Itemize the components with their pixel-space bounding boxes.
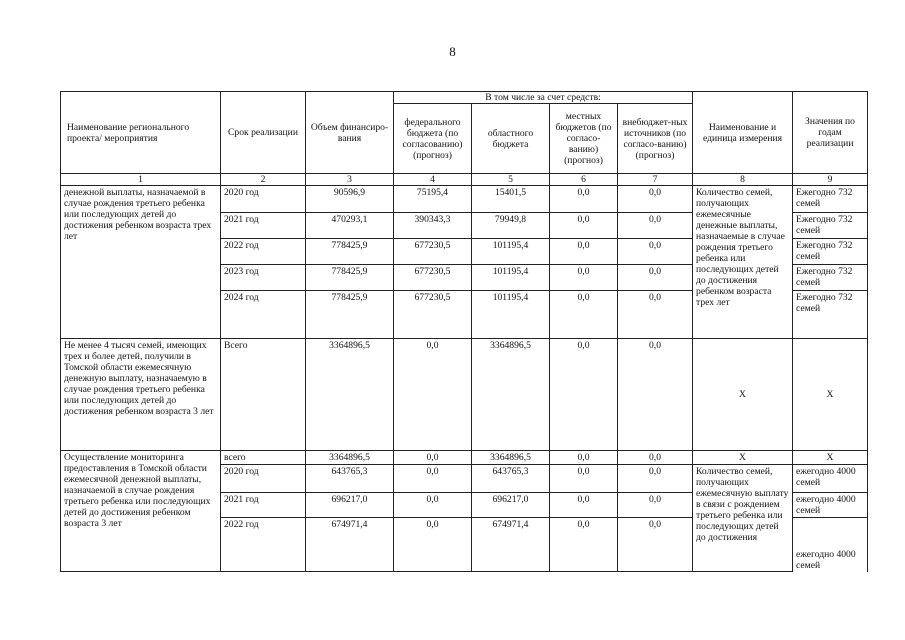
header-regional: областного бюджета — [472, 104, 550, 174]
year-cell: всего — [221, 451, 306, 465]
regional-cell: 3364896,5 — [472, 339, 550, 451]
value-cell: ежегодно 4000 семей — [793, 518, 868, 572]
year-cell: 2022 год — [221, 239, 306, 265]
total-cell: 90596,9 — [306, 186, 394, 213]
extra-cell: 0,0 — [618, 493, 693, 518]
local-cell: 0,0 — [550, 239, 618, 265]
header-extra: внебюджет-ных источников (по согласо-ванию) (прогноз) — [618, 104, 693, 174]
table-row — [61, 186, 868, 213]
federal-cell: 390343,3 — [394, 213, 472, 239]
regional-cell: 696217,0 — [472, 493, 550, 518]
col-number: 3 — [306, 174, 394, 186]
extra-cell: 0,0 — [618, 465, 693, 493]
col-number: 6 — [550, 174, 618, 186]
col-number: 4 — [394, 174, 472, 186]
indicator-cell: Х — [693, 339, 793, 451]
federal-cell: 0,0 — [394, 451, 472, 465]
federal-cell: 0,0 — [394, 493, 472, 518]
local-cell: 0,0 — [550, 451, 618, 465]
local-cell: 0,0 — [550, 339, 618, 451]
year-cell: 2022 год — [221, 518, 306, 532]
value-cell: Х — [793, 451, 868, 465]
total-cell: 470293,1 — [306, 213, 394, 239]
header-local: местных бюджетов (по согласо-ванию) (прогноз) — [550, 104, 618, 174]
year-cell: 2021 год — [221, 493, 306, 518]
local-cell: 0,0 — [550, 465, 618, 493]
regional-cell: 3364896,5 — [472, 451, 550, 465]
value-cell: Ежегодно 732 семей — [793, 186, 868, 213]
col-number: 8 — [693, 174, 793, 186]
header-indicator: Наименование и единица измерения — [693, 92, 793, 174]
local-cell: 0,0 — [550, 291, 618, 317]
project-name: Не менее 4 тысяч семей, имеющих трех и более детей, получили в Томской области ежемесячную денежную выплату, назначаемую в случае рождения третьего ребенка или последующих детей до достижения ребенком возраста 3 лет — [61, 339, 221, 451]
local-cell: 0,0 — [550, 213, 618, 239]
value-cell: ежегодно 4000 семей — [793, 465, 868, 493]
project-name: денежной выплаты, назначаемой в случае рождения третьего ребенка или последующих детей до достижения ребенком возраста трех лет — [61, 186, 221, 339]
total-cell: 643765,3 — [306, 465, 394, 493]
local-cell: 0,0 — [550, 493, 618, 518]
page-number: 8 — [449, 44, 456, 59]
year-cell: Всего — [221, 339, 306, 451]
extra-cell: 0,0 — [618, 451, 693, 465]
col-number: 1 — [61, 174, 221, 186]
regional-cell: 15401,5 — [472, 186, 550, 213]
header-values: Значения по годам реализации — [793, 92, 868, 174]
value-cell: Ежегодно 732 семей — [793, 239, 868, 265]
regional-cell: 101195,4 — [472, 291, 550, 317]
table-row — [61, 339, 868, 451]
total-cell: 778425,9 — [306, 239, 394, 265]
col-number: 5 — [472, 174, 550, 186]
extra-cell: 0,0 — [618, 213, 693, 239]
value-cell: Х — [793, 339, 868, 451]
column-number-row — [61, 174, 868, 186]
indicator-cell: Х — [693, 451, 793, 465]
table-row — [61, 451, 868, 465]
year-cell: 2023 год — [221, 265, 306, 291]
federal-cell: 677230,5 — [394, 265, 472, 291]
col-number: 2 — [221, 174, 306, 186]
year-cell: 2020 год — [221, 465, 306, 493]
indicator-name: Количество семей, получающих ежемесячные денежные выплаты, назначаемые в случае рождения третьего ребенка или последующих детей до достижения ребенком возраста трех лет — [693, 186, 793, 339]
col-number: 9 — [793, 174, 868, 186]
year-cell: 2020 год — [221, 186, 306, 213]
extra-cell: 0,0 — [618, 339, 693, 451]
indicator-name: Количество семей, получающих ежемесячную выплату в связи с рождением третьего ребенка или последующих детей до достижения — [693, 465, 793, 572]
value-cell: Ежегодно 732 семей — [793, 291, 868, 317]
extra-cell: 0,0 — [618, 265, 693, 291]
local-cell: 0,0 — [550, 265, 618, 291]
regional-cell: 674971,4 — [472, 518, 550, 532]
regional-cell: 643765,3 — [472, 465, 550, 493]
regional-cell: 101195,4 — [472, 265, 550, 291]
header-volume: Объем финансиро-вания — [306, 92, 394, 174]
total-cell: 674971,4 — [306, 518, 394, 532]
col-number: 7 — [618, 174, 693, 186]
header-group: В том числе за счет средств: — [394, 92, 693, 104]
project-name: Осуществление мониторинга предоставления в Томской области ежемесячной денежной выплаты, назначаемой в случае рождения третьего ребенка или последующих детей до достижения ребенком возраста 3 лет — [61, 451, 221, 572]
federal-cell: 0,0 — [394, 518, 472, 532]
federal-cell: 677230,5 — [394, 291, 472, 317]
year-cell: 2021 год — [221, 213, 306, 239]
local-cell: 0,0 — [550, 518, 618, 532]
federal-cell: 0,0 — [394, 339, 472, 451]
extra-cell: 0,0 — [618, 186, 693, 213]
year-cell: 2024 год — [221, 291, 306, 317]
header-project: Наименование регионального проекта/ мероприятия — [61, 92, 221, 174]
header-term: Срок реализации — [221, 92, 306, 174]
federal-cell: 0,0 — [394, 465, 472, 493]
federal-cell: 75195,4 — [394, 186, 472, 213]
regional-cell: 79949,8 — [472, 213, 550, 239]
total-cell: 3364896,5 — [306, 451, 394, 465]
extra-cell: 0,0 — [618, 291, 693, 317]
extra-cell: 0,0 — [618, 518, 693, 532]
financing-table — [60, 91, 868, 572]
value-cell: Ежегодно 732 семей — [793, 213, 868, 239]
local-cell: 0,0 — [550, 186, 618, 213]
header-federal: федерального бюджета (по согласованию) (прогноз) — [394, 104, 472, 174]
total-cell: 696217,0 — [306, 493, 394, 518]
extra-cell: 0,0 — [618, 239, 693, 265]
total-cell: 778425,9 — [306, 291, 394, 317]
total-cell: 3364896,5 — [306, 339, 394, 451]
value-cell: Ежегодно 732 семей — [793, 265, 868, 291]
federal-cell: 677230,5 — [394, 239, 472, 265]
total-cell: 778425,9 — [306, 265, 394, 291]
regional-cell: 101195,4 — [472, 239, 550, 265]
value-cell: ежегодно 4000 семей — [793, 493, 868, 518]
